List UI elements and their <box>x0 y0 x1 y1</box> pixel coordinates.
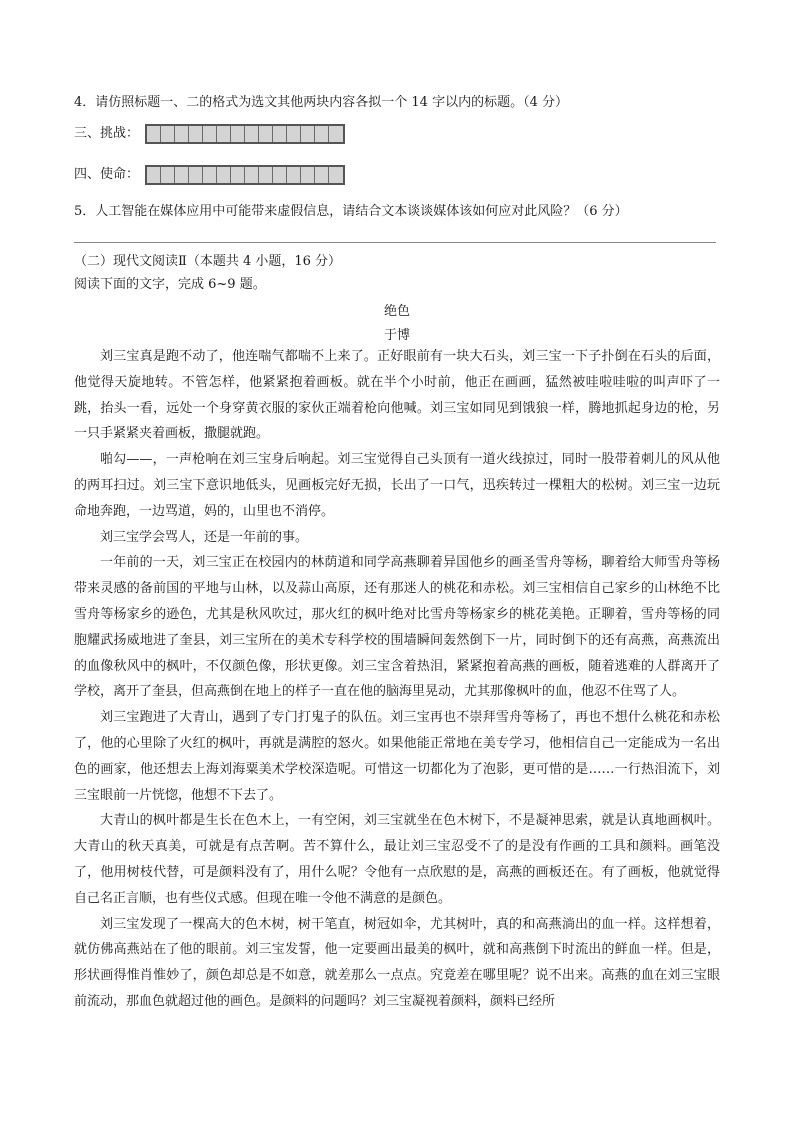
answer-box-cell[interactable] <box>217 126 231 142</box>
answer-box-cell[interactable] <box>315 167 329 183</box>
title-answer-row-3 <box>74 124 345 144</box>
answer-box-grid[interactable] <box>145 124 345 144</box>
story-paragraph: 刘三宝学会骂人，还是一年前的事。 <box>100 529 309 545</box>
story-body <box>74 344 720 1015</box>
section-heading: （二）现代文阅读Ⅱ（本题共 4 小题，16 分） <box>74 254 342 269</box>
answer-box-cell[interactable] <box>203 126 217 142</box>
answer-box-cell[interactable] <box>259 126 273 142</box>
title-answer-label: 四、使命： <box>74 167 140 182</box>
question-4: 4．请仿照标题一、二的格式为选文其他两块内容各拟一个 14 字以内的标题。（4 分） <box>74 95 568 110</box>
answer-box-cell[interactable] <box>161 167 175 183</box>
answer-box-cell[interactable] <box>301 126 315 142</box>
answer-line-divider <box>74 242 716 243</box>
answer-box-grid[interactable] <box>145 165 345 185</box>
answer-box-cell[interactable] <box>189 167 203 183</box>
story-paragraph: 刘三宝发现了一棵高大的色木树，树干笔直，树冠如伞，尤其树叶，真的和高燕淌出的血一样。这样想着，就仿佛高燕站在了他的眼前。刘三宝发誓，他一定要画出最美的枫叶，就和高燕倒下时流出的鲜血一样。但是，形状画得惟肖惟妙了，颜色却总是不如意，就差那么一点点。究竟差在哪里呢？说不出来。高燕的血在刘三宝眼前流动，那血色就超过他的画色。是颜料的问题吗？刘三宝凝视着颜料，颜料已经所 <box>74 916 720 1009</box>
answer-box-cell[interactable] <box>147 167 161 183</box>
title-answer-row-4 <box>74 165 345 185</box>
story-paragraph: 刘三宝真是跑不动了，他连喘气都喘不上来了。正好眼前有一块大石头，刘三宝一下子扑倒在石头的后面，他觉得天旋地转。不管怎样，他紧紧抱着画板。就在半个小时前，他正在画画，猛然被哇啦哇啦的叫声吓了一跳，抬头一看，远处一个身穿黄衣服的家伙正端着枪向他喊。刘三宝如同见到饿狼一样，腾地抓起身边的枪，另一只手紧紧夹着画板，撒腿就跑。 <box>74 349 720 442</box>
answer-box-cell[interactable] <box>273 167 287 183</box>
story-title: 绝色 <box>383 304 410 319</box>
story-paragraph: 一年前的一天，刘三宝正在校园内的林荫道和同学高燕聊着异国他乡的画圣雪舟等杨，聊着给大师雪舟等杨带来灵感的备前国的平地与山林，以及蒜山高原，还有那迷人的桃花和赤松。刘三宝相信自己家乡的山林绝不比雪舟等杨家乡的逊色，尤其是秋风吹过，那火红的枫叶绝对比雪舟等杨家乡的桃花美艳。正聊着，雪舟等杨的同胞耀武扬威地进了奎县，刘三宝所在的美术专科学校的围墙瞬间轰然倒下一片，同时倒下的还有高燕，高燕流出的血像秋风中的枫叶，不仅颜色像，形状更像。刘三宝含着热泪，紧紧抱着高燕的画板，随着逃难的人群离开了学校，离开了奎县，但高燕倒在地上的样子一直在他的脑海里晃动，尤其那像枫叶的血，他忍不住骂了人。 <box>74 555 720 700</box>
answer-box-cell[interactable] <box>175 167 189 183</box>
answer-box-cell[interactable] <box>301 167 315 183</box>
story-paragraph: 大青山的枫叶都是生长在色木上，一有空闲，刘三宝就坐在色木树下，不是凝神思索，就是认真地画枫叶。大青山的秋天真美，可就是有点苦啊。苦不算什么，最让刘三宝忍受不了的是没有作画的工具和颜料。画笔没了，他用树枝代替，可是颜料没有了，用什么呢？令他有一点欣慰的是，高燕的画板还在。有了画板，他就觉得自己名正言顺，也有些仪式感。但现在唯一令他不满意的是颜色。 <box>74 813 720 906</box>
answer-box-cell[interactable] <box>245 126 259 142</box>
story-paragraph: 啪勾——，一声枪响在刘三宝身后响起。刘三宝觉得自己头顶有一道火线掠过，同时一股带着刺儿的风从他的两耳扫过。刘三宝下意识地低头，见画板完好无损，长出了一口气，迅疾转过一棵粗大的松树。刘三宝一边玩命地奔跑，一边骂道，妈的，山里也不消停。 <box>74 452 720 519</box>
answer-box-cell[interactable] <box>231 167 245 183</box>
story-paragraph: 刘三宝跑进了大青山，遇到了专门打鬼子的队伍。刘三宝再也不崇拜雪舟等杨了，再也不想什么桃花和赤松了，他的心里除了火红的枫叶，再就是满腔的怒火。如果他能正常地在美专学习，他相信自己一定能成为一名出色的画家，他还想去上海刘海粟美术学校深造呢。可惜这一切都化为了泡影，更可惜的是……一行热泪流下，刘三宝眼前一片恍惚，他想不下去了。 <box>74 710 720 803</box>
title-answer-label: 三、挑战： <box>74 126 140 141</box>
answer-box-cell[interactable] <box>287 167 301 183</box>
answer-box-cell[interactable] <box>161 126 175 142</box>
question-5: 5．人工智能在媒体应用中可能带来虚假信息，请结合文本谈谈媒体该如何应对此风险？（6 分） <box>74 204 628 219</box>
section-instruction: 阅读下面的文字，完成 6~9 题。 <box>74 277 266 292</box>
answer-box-cell[interactable] <box>329 167 343 183</box>
answer-box-cell[interactable] <box>273 126 287 142</box>
answer-box-cell[interactable] <box>189 126 203 142</box>
story-author: 于博 <box>383 328 410 343</box>
answer-box-cell[interactable] <box>259 167 273 183</box>
answer-box-cell[interactable] <box>329 126 343 142</box>
answer-box-cell[interactable] <box>287 126 301 142</box>
answer-box-cell[interactable] <box>245 167 259 183</box>
answer-box-cell[interactable] <box>315 126 329 142</box>
answer-box-cell[interactable] <box>175 126 189 142</box>
answer-box-cell[interactable] <box>217 167 231 183</box>
answer-box-cell[interactable] <box>231 126 245 142</box>
answer-box-cell[interactable] <box>203 167 217 183</box>
answer-box-cell[interactable] <box>147 126 161 142</box>
